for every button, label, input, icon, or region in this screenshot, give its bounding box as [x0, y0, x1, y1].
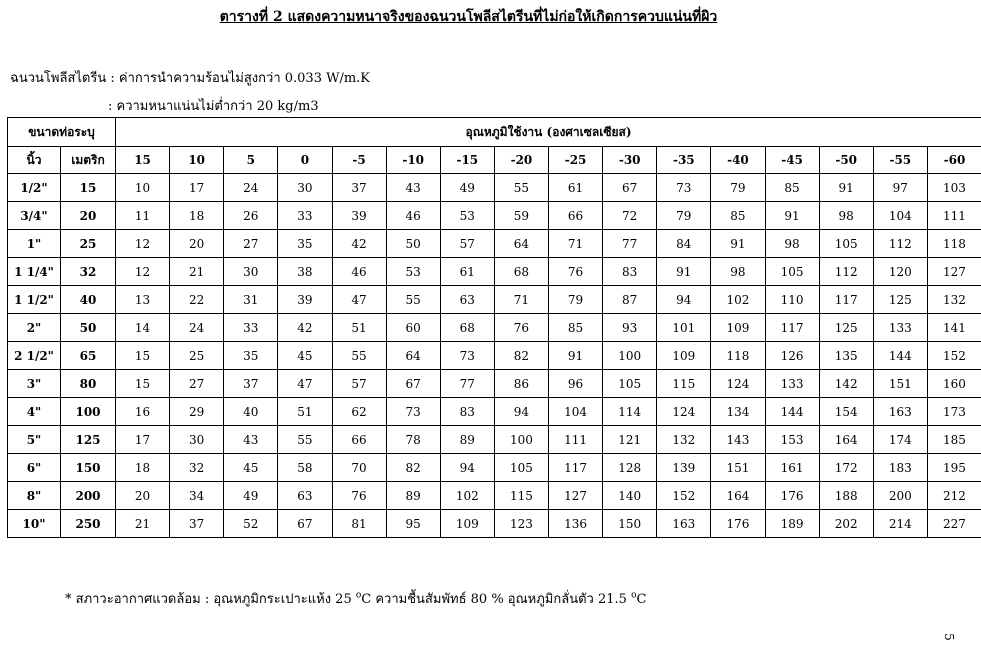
thickness-cell: 126 — [765, 342, 819, 370]
footnote-text-1: * สภาวะอากาศแวดล้อม : อุณหภูมิกระเปาะแห้ง 25 — [65, 592, 352, 607]
thickness-cell: 164 — [819, 426, 873, 454]
thickness-cell: 176 — [711, 510, 765, 538]
thickness-cell: 125 — [819, 314, 873, 342]
thickness-cell: 25 — [170, 342, 224, 370]
temperature-column-header: -40 — [711, 147, 765, 174]
thickness-cell: 111 — [549, 426, 603, 454]
thickness-cell: 42 — [332, 230, 386, 258]
temperature-column-header: -30 — [603, 147, 657, 174]
thickness-cell: 142 — [819, 370, 873, 398]
thickness-cell: 109 — [657, 342, 711, 370]
thickness-cell: 163 — [873, 398, 927, 426]
thickness-cell: 144 — [765, 398, 819, 426]
pipe-size-metric-cell: 250 — [61, 510, 116, 538]
thickness-cell: 11 — [116, 202, 170, 230]
thickness-cell: 35 — [278, 230, 332, 258]
thickness-cell: 98 — [711, 258, 765, 286]
thickness-cell: 14 — [116, 314, 170, 342]
thickness-cell: 91 — [819, 174, 873, 202]
thickness-cell: 183 — [873, 454, 927, 482]
thickness-cell: 46 — [332, 258, 386, 286]
pipe-size-inch-cell: 3/4" — [8, 202, 61, 230]
pipe-size-metric-cell: 80 — [61, 370, 116, 398]
temperature-column-header: -10 — [386, 147, 440, 174]
pipe-size-inch-cell: 8" — [8, 482, 61, 510]
thickness-cell: 77 — [440, 370, 494, 398]
thickness-cell: 27 — [224, 230, 278, 258]
pipe-size-metric-cell: 125 — [61, 426, 116, 454]
thickness-cell: 111 — [927, 202, 981, 230]
thickness-cell: 68 — [440, 314, 494, 342]
degree-symbol: o — [355, 590, 362, 601]
thickness-cell: 100 — [494, 426, 548, 454]
thickness-cell: 135 — [819, 342, 873, 370]
metric-header: เมตริก — [61, 147, 116, 174]
thickness-cell: 91 — [765, 202, 819, 230]
temperature-column-header: -50 — [819, 147, 873, 174]
thickness-cell: 38 — [278, 258, 332, 286]
thickness-cell: 91 — [711, 230, 765, 258]
thickness-cell: 128 — [603, 454, 657, 482]
thickness-cell: 10 — [116, 174, 170, 202]
thickness-cell: 15 — [116, 342, 170, 370]
thickness-cell: 63 — [278, 482, 332, 510]
thickness-cell: 140 — [603, 482, 657, 510]
pipe-size-inch-cell: 5" — [8, 426, 61, 454]
thickness-cell: 76 — [332, 482, 386, 510]
temperature-column-header: -25 — [549, 147, 603, 174]
thickness-cell: 84 — [657, 230, 711, 258]
thickness-cell: 18 — [170, 202, 224, 230]
pipe-size-metric-cell: 32 — [61, 258, 116, 286]
thickness-cell: 68 — [494, 258, 548, 286]
pipe-size-inch-cell: 3" — [8, 370, 61, 398]
thickness-cell: 124 — [657, 398, 711, 426]
pipe-size-metric-cell: 15 — [61, 174, 116, 202]
thickness-cell: 144 — [873, 342, 927, 370]
thickness-cell: 55 — [278, 426, 332, 454]
thickness-cell: 53 — [386, 258, 440, 286]
temperature-column-header: 0 — [278, 147, 332, 174]
table-row — [8, 510, 981, 538]
thickness-cell: 110 — [765, 286, 819, 314]
thickness-cell: 64 — [494, 230, 548, 258]
thickness-cell: 61 — [440, 258, 494, 286]
thickness-cell: 64 — [386, 342, 440, 370]
thickness-cell: 86 — [494, 370, 548, 398]
thickness-cell: 127 — [927, 258, 981, 286]
thickness-cell: 133 — [873, 314, 927, 342]
temperature-column-header: 5 — [224, 147, 278, 174]
thickness-cell: 101 — [657, 314, 711, 342]
thickness-cell: 73 — [657, 174, 711, 202]
thickness-cell: 151 — [711, 454, 765, 482]
thickness-cell: 22 — [170, 286, 224, 314]
thickness-cell: 67 — [603, 174, 657, 202]
thickness-cell: 83 — [440, 398, 494, 426]
thickness-cell: 37 — [170, 510, 224, 538]
thickness-cell: 173 — [927, 398, 981, 426]
table-row — [8, 398, 981, 426]
document-title: ตารางที่ 2 แสดงความหนาจริงของฉนวนโพลีสไตรีนที่ไม่ก่อให้เกิดการควบแน่นที่ผิว — [219, 9, 718, 25]
thickness-cell: 71 — [494, 286, 548, 314]
thickness-cell: 79 — [657, 202, 711, 230]
thickness-cell: 152 — [657, 482, 711, 510]
thickness-cell: 195 — [927, 454, 981, 482]
thickness-cell: 37 — [224, 370, 278, 398]
thickness-cell: 160 — [927, 370, 981, 398]
thickness-cell: 117 — [549, 454, 603, 482]
thickness-cell: 77 — [603, 230, 657, 258]
thickness-cell: 51 — [278, 398, 332, 426]
thickness-cell: 109 — [711, 314, 765, 342]
thickness-cell: 13 — [116, 286, 170, 314]
thickness-cell: 42 — [278, 314, 332, 342]
thickness-cell: 45 — [278, 342, 332, 370]
thickness-cell: 105 — [765, 258, 819, 286]
thickness-cell: 66 — [332, 426, 386, 454]
thickness-cell: 47 — [332, 286, 386, 314]
pipe-size-inch-cell: 4" — [8, 398, 61, 426]
thickness-cell: 67 — [386, 370, 440, 398]
thickness-cell: 120 — [873, 258, 927, 286]
thickness-cell: 109 — [440, 510, 494, 538]
thickness-cell: 51 — [332, 314, 386, 342]
thickness-cell: 82 — [386, 454, 440, 482]
thickness-cell: 112 — [819, 258, 873, 286]
thickness-cell: 105 — [603, 370, 657, 398]
thickness-cell: 37 — [332, 174, 386, 202]
thickness-cell: 105 — [494, 454, 548, 482]
thickness-cell: 117 — [819, 286, 873, 314]
thickness-cell: 20 — [116, 482, 170, 510]
insulation-conductivity-spec: ฉนวนโพลีสไตรีน : ค่าการนำความร้อนไม่สูงกว่า 0.033 W/m.K — [10, 71, 371, 86]
table-row — [8, 202, 981, 230]
temperature-column-header: -20 — [494, 147, 548, 174]
pipe-size-inch-cell: 1 1/4" — [8, 258, 61, 286]
thickness-cell: 136 — [549, 510, 603, 538]
table-row — [8, 286, 981, 314]
thickness-cell: 32 — [170, 454, 224, 482]
thickness-cell: 87 — [603, 286, 657, 314]
thickness-cell: 105 — [819, 230, 873, 258]
thickness-cell: 89 — [440, 426, 494, 454]
table-row — [8, 258, 981, 286]
table-row — [8, 174, 981, 202]
thickness-cell: 121 — [603, 426, 657, 454]
table-row — [8, 342, 981, 370]
thickness-cell: 115 — [657, 370, 711, 398]
thickness-cell: 49 — [440, 174, 494, 202]
thickness-cell: 117 — [765, 314, 819, 342]
temperature-header: อุณหภูมิใช้งาน (องศาเซลเซียส) — [116, 118, 981, 147]
thickness-cell: 98 — [819, 202, 873, 230]
thickness-cell: 94 — [657, 286, 711, 314]
pipe-size-metric-cell: 25 — [61, 230, 116, 258]
thickness-cell: 123 — [494, 510, 548, 538]
temperature-column-header: -5 — [332, 147, 386, 174]
thickness-cell: 98 — [765, 230, 819, 258]
pipe-size-metric-cell: 65 — [61, 342, 116, 370]
thickness-cell: 212 — [927, 482, 981, 510]
thickness-cell: 118 — [711, 342, 765, 370]
thickness-cell: 17 — [170, 174, 224, 202]
thickness-cell: 176 — [765, 482, 819, 510]
pipe-size-metric-cell: 40 — [61, 286, 116, 314]
thickness-cell: 150 — [603, 510, 657, 538]
thickness-cell: 12 — [116, 230, 170, 258]
thickness-cell: 133 — [765, 370, 819, 398]
thickness-cell: 102 — [440, 482, 494, 510]
thickness-cell: 43 — [386, 174, 440, 202]
thickness-cell: 185 — [927, 426, 981, 454]
thickness-cell: 115 — [494, 482, 548, 510]
ambient-conditions-footnote — [65, 588, 646, 609]
thickness-cell: 27 — [170, 370, 224, 398]
thickness-cell: 174 — [873, 426, 927, 454]
thickness-cell: 164 — [711, 482, 765, 510]
page-number: 5 — [941, 633, 956, 641]
thickness-cell: 57 — [332, 370, 386, 398]
thickness-cell: 31 — [224, 286, 278, 314]
thickness-cell: 83 — [603, 258, 657, 286]
table-row — [8, 314, 981, 342]
thickness-cell: 143 — [711, 426, 765, 454]
thickness-cell: 15 — [116, 370, 170, 398]
thickness-cell: 63 — [440, 286, 494, 314]
table-row — [8, 230, 981, 258]
thickness-cell: 72 — [603, 202, 657, 230]
thickness-cell: 91 — [657, 258, 711, 286]
table-row — [8, 426, 981, 454]
thickness-cell: 26 — [224, 202, 278, 230]
thickness-cell: 95 — [386, 510, 440, 538]
thickness-cell: 60 — [386, 314, 440, 342]
pipe-size-inch-cell: 1/2" — [8, 174, 61, 202]
thickness-cell: 154 — [819, 398, 873, 426]
thickness-cell: 24 — [224, 174, 278, 202]
thickness-cell: 97 — [873, 174, 927, 202]
thickness-cell: 45 — [224, 454, 278, 482]
pipe-size-metric-cell: 200 — [61, 482, 116, 510]
thickness-cell: 52 — [224, 510, 278, 538]
thickness-cell: 202 — [819, 510, 873, 538]
thickness-cell: 59 — [494, 202, 548, 230]
thickness-cell: 49 — [224, 482, 278, 510]
thickness-cell: 39 — [278, 286, 332, 314]
thickness-cell: 33 — [224, 314, 278, 342]
temperature-column-header: -60 — [927, 147, 981, 174]
thickness-cell: 35 — [224, 342, 278, 370]
thickness-cell: 152 — [927, 342, 981, 370]
thickness-cell: 134 — [711, 398, 765, 426]
thickness-cell: 33 — [278, 202, 332, 230]
pipe-size-inch-cell: 6" — [8, 454, 61, 482]
thickness-cell: 76 — [494, 314, 548, 342]
thickness-cell: 55 — [332, 342, 386, 370]
thickness-cell: 43 — [224, 426, 278, 454]
pipe-size-inch-cell: 2 1/2" — [8, 342, 61, 370]
table-row — [8, 482, 981, 510]
thickness-cell: 46 — [386, 202, 440, 230]
thickness-cell: 12 — [116, 258, 170, 286]
pipe-size-inch-cell: 10" — [8, 510, 61, 538]
thickness-cell: 50 — [386, 230, 440, 258]
temperature-column-header: 15 — [116, 147, 170, 174]
thickness-cell: 58 — [278, 454, 332, 482]
thickness-cell: 67 — [278, 510, 332, 538]
thickness-cell: 85 — [549, 314, 603, 342]
thickness-cell: 85 — [765, 174, 819, 202]
thickness-cell: 102 — [711, 286, 765, 314]
thickness-cell: 132 — [927, 286, 981, 314]
thickness-cell: 66 — [549, 202, 603, 230]
thickness-cell: 70 — [332, 454, 386, 482]
thickness-cell: 47 — [278, 370, 332, 398]
thickness-cell: 114 — [603, 398, 657, 426]
thickness-cell: 125 — [873, 286, 927, 314]
temperature-column-header: -55 — [873, 147, 927, 174]
thickness-cell: 172 — [819, 454, 873, 482]
temperature-column-header: 10 — [170, 147, 224, 174]
thickness-cell: 153 — [765, 426, 819, 454]
thickness-cell: 61 — [549, 174, 603, 202]
inch-header: นิ้ว — [8, 147, 61, 174]
table-row — [8, 454, 981, 482]
thickness-cell: 104 — [549, 398, 603, 426]
thickness-cell: 39 — [332, 202, 386, 230]
thickness-cell: 91 — [549, 342, 603, 370]
thickness-cell: 104 — [873, 202, 927, 230]
thickness-cell: 79 — [549, 286, 603, 314]
thickness-cell: 200 — [873, 482, 927, 510]
thickness-cell: 76 — [549, 258, 603, 286]
pipe-size-header: ขนาดท่อระบุ — [8, 118, 116, 147]
thickness-cell: 103 — [927, 174, 981, 202]
thickness-cell: 21 — [116, 510, 170, 538]
thickness-cell: 94 — [440, 454, 494, 482]
thickness-cell: 214 — [873, 510, 927, 538]
thickness-cell: 24 — [170, 314, 224, 342]
thickness-cell: 81 — [332, 510, 386, 538]
thickness-cell: 57 — [440, 230, 494, 258]
thickness-cell: 30 — [278, 174, 332, 202]
thickness-cell: 73 — [386, 398, 440, 426]
thickness-cell: 78 — [386, 426, 440, 454]
thickness-cell: 124 — [711, 370, 765, 398]
thickness-cell: 151 — [873, 370, 927, 398]
thickness-cell: 21 — [170, 258, 224, 286]
thickness-cell: 93 — [603, 314, 657, 342]
thickness-cell: 55 — [386, 286, 440, 314]
pipe-size-metric-cell: 150 — [61, 454, 116, 482]
thickness-cell: 30 — [224, 258, 278, 286]
thickness-cell: 82 — [494, 342, 548, 370]
thickness-cell: 189 — [765, 510, 819, 538]
insulation-density-spec: : ความหนาแน่นไม่ต่ำกว่า 20 kg/m3 — [108, 99, 319, 114]
thickness-cell: 94 — [494, 398, 548, 426]
thickness-cell: 16 — [116, 398, 170, 426]
temperature-column-header: -35 — [657, 147, 711, 174]
thickness-cell: 85 — [711, 202, 765, 230]
thickness-cell: 55 — [494, 174, 548, 202]
thickness-cell: 100 — [603, 342, 657, 370]
thickness-cell: 18 — [116, 454, 170, 482]
thickness-cell: 20 — [170, 230, 224, 258]
insulation-thickness-table — [7, 117, 981, 538]
pipe-size-metric-cell: 100 — [61, 398, 116, 426]
pipe-size-inch-cell: 1 1/2" — [8, 286, 61, 314]
thickness-cell: 132 — [657, 426, 711, 454]
thickness-cell: 40 — [224, 398, 278, 426]
pipe-size-inch-cell: 1" — [8, 230, 61, 258]
thickness-cell: 17 — [116, 426, 170, 454]
thickness-cell: 112 — [873, 230, 927, 258]
thickness-cell: 71 — [549, 230, 603, 258]
temperature-column-header: -45 — [765, 147, 819, 174]
thickness-cell: 62 — [332, 398, 386, 426]
table-row — [8, 370, 981, 398]
thickness-cell: 163 — [657, 510, 711, 538]
thickness-cell: 29 — [170, 398, 224, 426]
thickness-cell: 141 — [927, 314, 981, 342]
pipe-size-inch-cell: 2" — [8, 314, 61, 342]
thickness-cell: 161 — [765, 454, 819, 482]
thickness-cell: 53 — [440, 202, 494, 230]
thickness-cell: 34 — [170, 482, 224, 510]
thickness-cell: 96 — [549, 370, 603, 398]
pipe-size-metric-cell: 20 — [61, 202, 116, 230]
footnote-text-3: C — [636, 592, 647, 607]
thickness-cell: 73 — [440, 342, 494, 370]
footnote-text-2: C ความชื้นสัมพัทธ์ 80 % อุณหภูมิกลั่นตัว 21.5 — [361, 592, 627, 607]
thickness-cell: 139 — [657, 454, 711, 482]
thickness-cell: 30 — [170, 426, 224, 454]
temperature-column-header: -15 — [440, 147, 494, 174]
degree-symbol: o — [631, 590, 637, 601]
thickness-cell: 227 — [927, 510, 981, 538]
thickness-cell: 79 — [711, 174, 765, 202]
thickness-cell: 188 — [819, 482, 873, 510]
pipe-size-metric-cell: 50 — [61, 314, 116, 342]
thickness-cell: 127 — [549, 482, 603, 510]
thickness-cell: 118 — [927, 230, 981, 258]
thickness-cell: 89 — [386, 482, 440, 510]
